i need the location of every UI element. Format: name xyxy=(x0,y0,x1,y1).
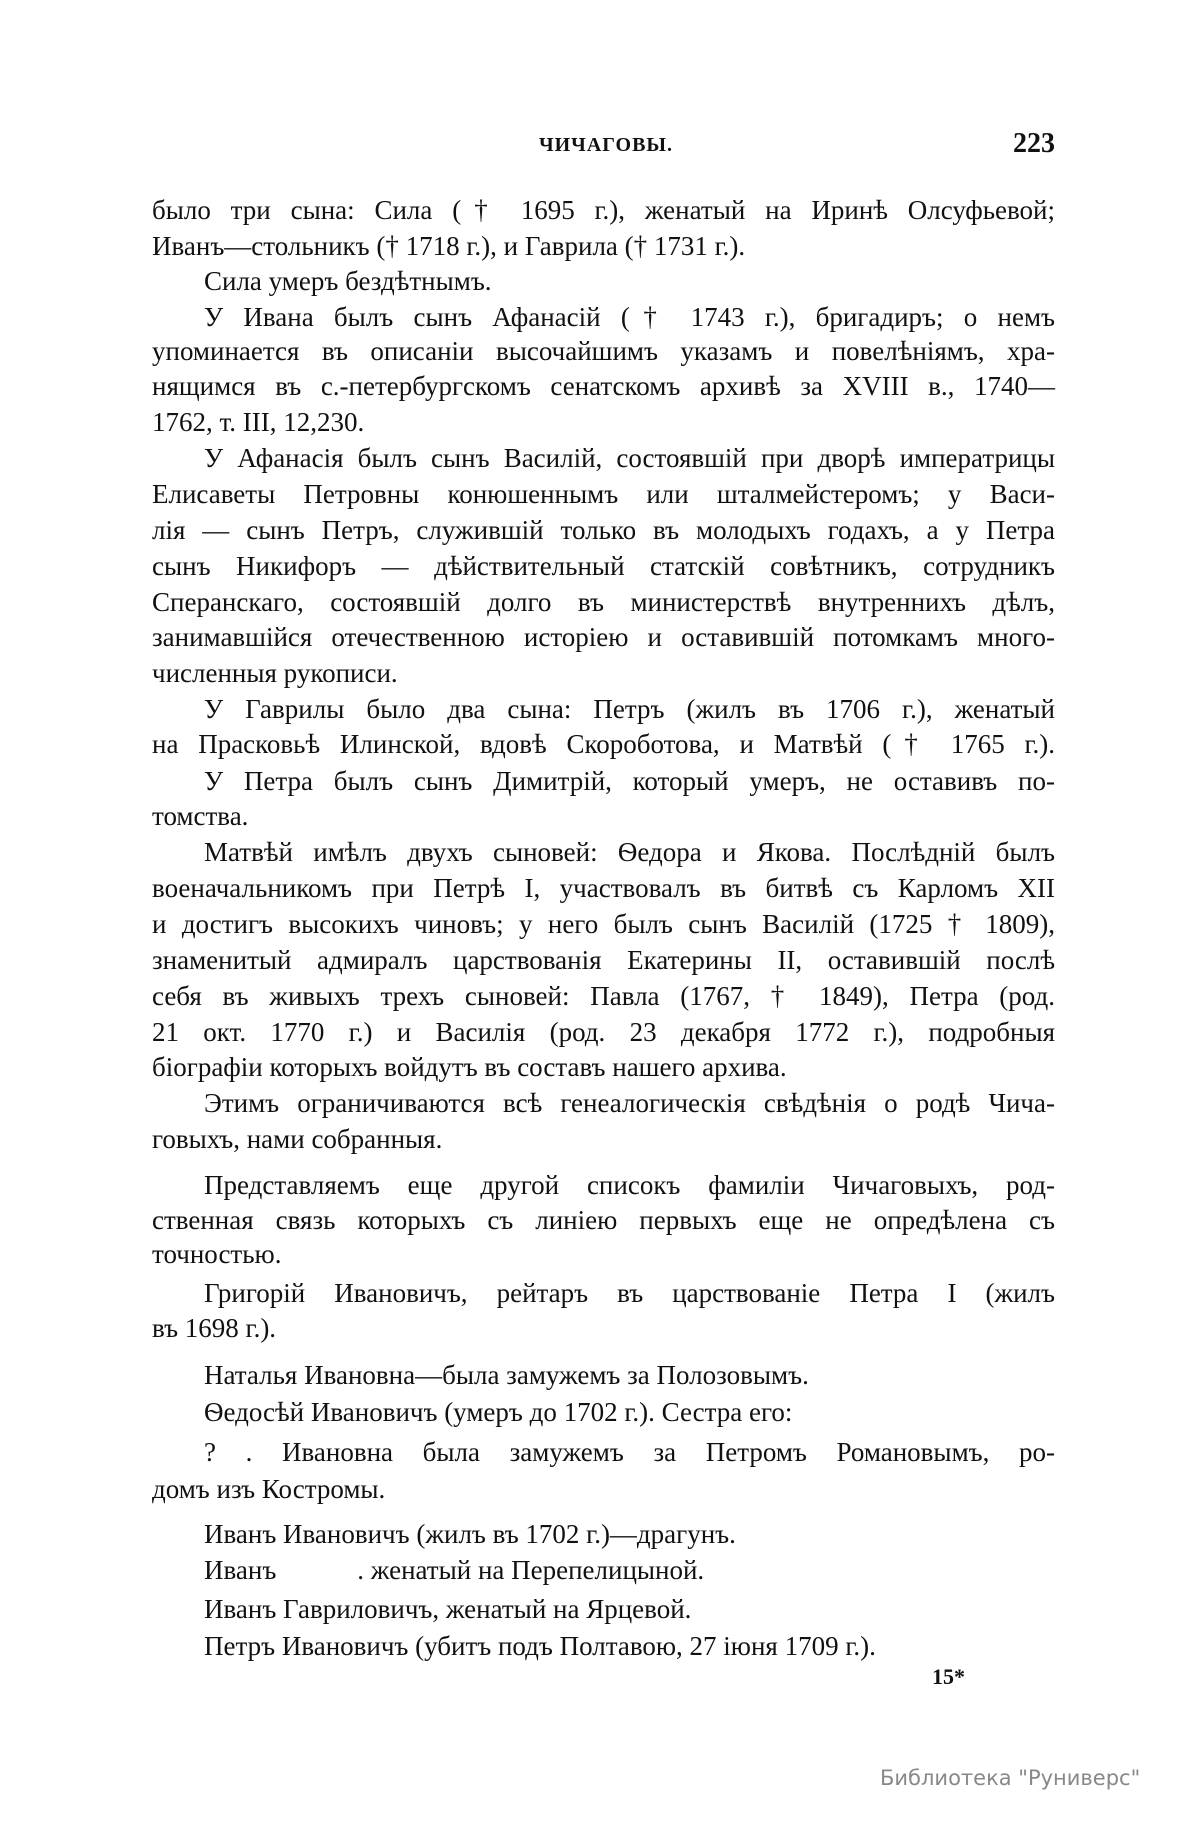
text-line: въ 1698 г.). xyxy=(152,1313,277,1343)
text-line: Иванъ . женатый на Перепелицыной. xyxy=(204,1555,705,1585)
text-line: Сила умеръ бездѣтнымъ. xyxy=(204,266,492,296)
text-line: Ѳедосѣй Ивановичъ (умеръ до 1702 г.). Сестра его: xyxy=(204,1397,793,1427)
text-line: упоминается въ описаніи высочайшимъ указамъ и повелѣніямъ, хра- xyxy=(152,336,1055,366)
text-line: точностью. xyxy=(152,1239,282,1269)
text-line: нящимся въ с.-петербургскомъ сенатскомъ архивѣ за XVIII в., 1740— xyxy=(152,371,1055,401)
text-line: Петръ Ивановичъ (убитъ подъ Полтавою, 27 іюня 1709 г.). xyxy=(204,1631,876,1661)
text-line: біографіи которыхъ войдутъ въ составъ нашего архива. xyxy=(152,1052,787,1082)
text-line: Сперанскаго, состоявшій долго въ министерствѣ внутреннихъ дѣлъ, xyxy=(152,587,1055,617)
text-line: говыхъ, нами собранныя. xyxy=(152,1124,443,1154)
text-line: было три сына: Сила († 1695 г.), женатый на Иринѣ Олсуфьевой; xyxy=(152,195,1055,225)
text-line: Елисаветы Петровны конюшеннымъ или шталмейстеромъ; у Васи- xyxy=(152,479,1055,509)
text-line: У Гаврилы было два сына: Петръ (жилъ въ 1706 г.), женатый xyxy=(204,694,1055,724)
text-line: Этимъ ограничиваются всѣ генеалогическія свѣдѣнія о родѣ Чича- xyxy=(204,1088,1055,1118)
text-line: У Петра былъ сынъ Димитрій, который умеръ, не оставивъ по- xyxy=(204,766,1055,796)
page-number: 223 xyxy=(1013,128,1055,159)
text-line: занимавшійся отечественною исторіею и оставившій потомкамъ много- xyxy=(152,622,1055,652)
running-header-title: ЧИЧАГОВЫ. xyxy=(538,134,674,156)
text-line: ? . Ивановна была замужемъ за Петромъ Романовымъ, ро- xyxy=(204,1437,1055,1467)
text-line: знаменитый адмиралъ царствованія Екатерины II, оставившій послѣ xyxy=(152,945,1055,975)
text-line: Иванъ Ивановичъ (жилъ въ 1702 г.)—драгунъ. xyxy=(204,1519,736,1549)
text-line: лія — сынъ Петръ, служившій только въ молодыхъ годахъ, а у Петра xyxy=(152,515,1055,545)
library-watermark: Библиотека "Руниверс" xyxy=(880,1766,1141,1790)
text-line: ственная связь которыхъ съ линіею первыхъ еще не опредѣлена съ xyxy=(152,1205,1055,1235)
text-line: сынъ Никифоръ — дѣйствительный статскій совѣтникъ, сотрудникъ xyxy=(152,551,1055,581)
text-line: Иванъ Гавриловичъ, женатый на Ярцевой. xyxy=(204,1594,692,1624)
text-line: У Ивана былъ сынъ Афанасій († 1743 г.), бригадиръ; о немъ xyxy=(204,302,1055,332)
text-line: на Прасковьѣ Илинской, вдовѣ Скороботова, и Матвѣй († 1765 г.). xyxy=(152,729,1055,759)
text-line: томства. xyxy=(152,801,249,831)
text-line: У Афанасія былъ сынъ Василій, состоявшій при дворѣ императрицы xyxy=(204,443,1055,473)
text-line: и достигъ высокихъ чиновъ; у него былъ сынъ Василій (1725 † 1809), xyxy=(152,909,1055,939)
text-line: 21 окт. 1770 г.) и Василія (род. 23 декабря 1772 г.), подробныя xyxy=(152,1017,1055,1047)
text-line: Иванъ—стольникъ († 1718 г.), и Гаврила († 1731 г.). xyxy=(152,231,746,261)
signature-mark: 15* xyxy=(932,1664,965,1689)
text-line: домъ изъ Костромы. xyxy=(152,1474,386,1504)
text-line: Представляемъ еще другой списокъ фамиліи Чичаговыхъ, род- xyxy=(204,1170,1055,1200)
text-line: военачальникомъ при Петрѣ I, участвовалъ въ битвѣ съ Карломъ XII xyxy=(152,873,1055,903)
text-line: Матвѣй имѣлъ двухъ сыновей: Ѳедора и Якова. Послѣдній былъ xyxy=(204,837,1055,867)
text-line: себя въ живыхъ трехъ сыновей: Павла (1767, † 1849), Петра (род. xyxy=(152,981,1055,1011)
text-line: Наталья Ивановна—была замужемъ за Полозовымъ. xyxy=(204,1360,809,1390)
text-line: численныя рукописи. xyxy=(152,658,398,688)
text-line: 1762, т. III, 12,230. xyxy=(152,407,365,437)
text-line: Григорій Ивановичъ, рейтаръ въ царствованіе Петра I (жилъ xyxy=(204,1278,1055,1308)
